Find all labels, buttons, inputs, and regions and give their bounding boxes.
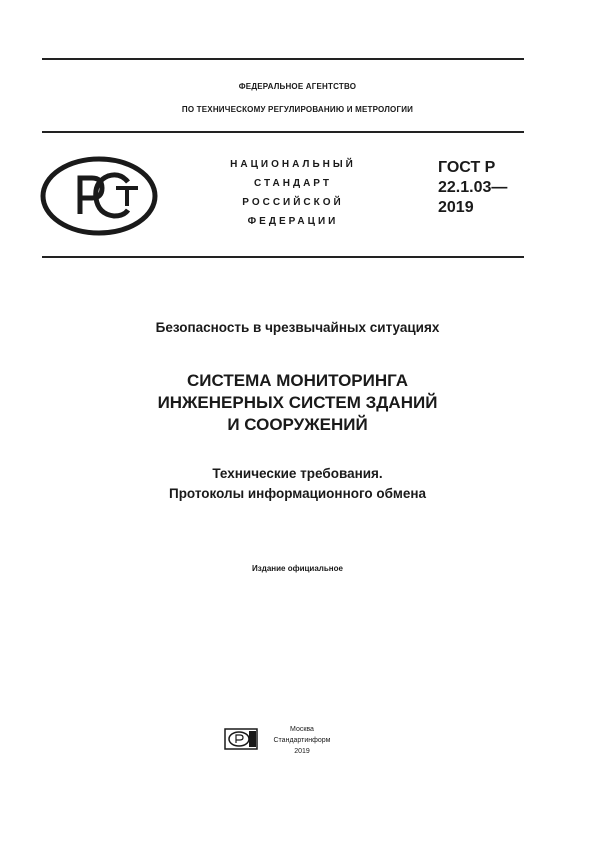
edition-label: Издание официальное (252, 564, 343, 573)
title-line-2: ИНЖЕНЕРНЫХ СИСТЕМ ЗДАНИЙ (157, 393, 438, 412)
gost-designation (438, 158, 538, 218)
gost-line-1: ГОСТ Р (438, 159, 496, 176)
publisher-year: 2019 (294, 748, 310, 755)
national-standard-line-1: НАЦИОНАЛЬНЫЙ (230, 159, 356, 170)
publisher-city: Москва (290, 726, 314, 733)
national-standard-line-3: РОССИЙСКОЙ (242, 197, 344, 208)
document-title (0, 370, 595, 436)
document-subtitle (0, 464, 595, 504)
subtitle-line-1: Технические требования. (212, 466, 383, 481)
subtitle-line-2: Протоколы информационного обмена (168, 486, 426, 501)
mid-rule (42, 256, 524, 258)
gost-line-2: 22.1.03— (438, 179, 508, 196)
agency-line-2: ПО ТЕХНИЧЕСКОМУ РЕГУЛИРОВАНИЮ И МЕТРОЛОГИИ (181, 105, 414, 114)
rst-certification-mark-icon (40, 156, 158, 236)
standartinform-logo-icon (224, 728, 258, 750)
series-title: Безопасность в чрезвычайных ситуациях (155, 320, 440, 335)
publisher-info (262, 724, 342, 757)
publisher-name: Стандартинформ (273, 737, 331, 744)
gost-line-3: 2019 (438, 199, 474, 216)
header-rule (42, 131, 524, 133)
national-standard-line-2: СТАНДАРТ (254, 178, 332, 189)
national-standard-line-4: ФЕДЕРАЦИИ (247, 216, 339, 227)
agency-line-1: ФЕДЕРАЛЬНОЕ АГЕНТСТВО (238, 82, 357, 91)
title-line-3: И СООРУЖЕНИЙ (227, 415, 368, 434)
top-rule (42, 58, 524, 60)
national-standard-block (198, 155, 388, 231)
title-line-1: СИСТЕМА МОНИТОРИНГА (187, 371, 408, 390)
